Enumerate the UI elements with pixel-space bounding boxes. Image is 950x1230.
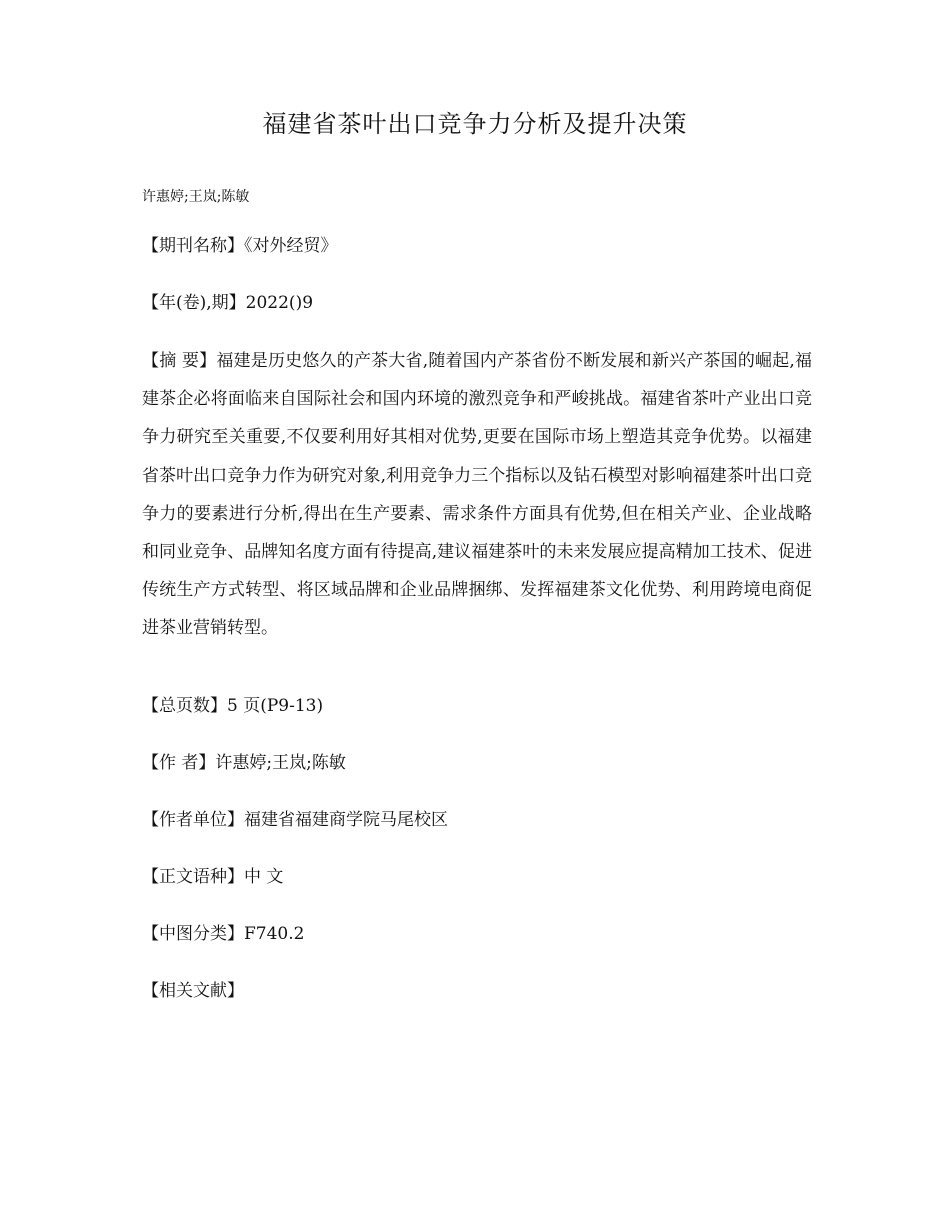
field-language-label: 【正文语种】 bbox=[142, 867, 244, 887]
field-references-label: 【相关文献】 bbox=[142, 981, 244, 1001]
document-title: 福建省茶叶出口竞争力分析及提升决策 bbox=[262, 110, 688, 138]
field-abstract-value: 福建是历史悠久的产茶大省,随着国内产茶省份不断发展和新兴产茶国的崛起,福建茶企必将面临来自国际社会和国内环境的激烈竞争和严峻挑战。福建省茶叶产业出口竞争力研究至关重要,不仅要利用好其相对优势,更要在国际市场上塑造其竞争优势。以福建省茶叶出口竞争力作为研究对象,利用竞争力三个指标以及钻石模型对影响福建茶叶出口竞争力的要素进行分析,得出在生产要素、需求条件方面具有优势,但在相关产业、企业战略和同业竞争、品牌知名度方面有待提高,建议福建茶叶的未来发展应提高精加工技术、促进传统生产方式转型、将区域品牌和企业品牌捆绑、发挥福建茶文化优势、利用跨境电商促进茶业营销转型。 bbox=[142, 351, 813, 639]
field-affiliation bbox=[142, 807, 812, 833]
field-authors-label: 【作 者】 bbox=[142, 753, 216, 773]
field-journal-value: 《对外经贸》 bbox=[244, 236, 338, 256]
field-authors bbox=[142, 750, 812, 776]
field-abstract bbox=[142, 342, 812, 648]
field-language-value: 中 文 bbox=[244, 867, 284, 887]
field-pages-label: 【总页数】 bbox=[142, 696, 227, 716]
field-journal bbox=[142, 233, 812, 259]
field-year-issue-label: 【年(卷),期】 bbox=[142, 293, 246, 313]
field-abstract-label: 【摘 要】 bbox=[142, 351, 217, 371]
field-affiliation-value: 福建省福建商学院马尾校区 bbox=[244, 810, 448, 830]
field-affiliation-label: 【作者单位】 bbox=[142, 810, 244, 830]
field-classification-value: F740.2 bbox=[244, 924, 305, 944]
author-byline: 许惠婷;王岚;陈敏 bbox=[142, 189, 250, 205]
field-references bbox=[142, 978, 812, 1004]
field-authors-value: 许惠婷;王岚;陈敏 bbox=[215, 753, 346, 773]
field-journal-label: 【期刊名称】 bbox=[142, 236, 244, 256]
field-year-issue bbox=[142, 290, 812, 316]
field-classification bbox=[142, 921, 812, 947]
field-pages-value: 5 页(P9-13) bbox=[227, 696, 324, 716]
field-language bbox=[142, 864, 812, 890]
field-year-issue-value: 2022()9 bbox=[245, 293, 314, 313]
field-pages bbox=[142, 693, 812, 719]
field-classification-label: 【中图分类】 bbox=[142, 924, 244, 944]
